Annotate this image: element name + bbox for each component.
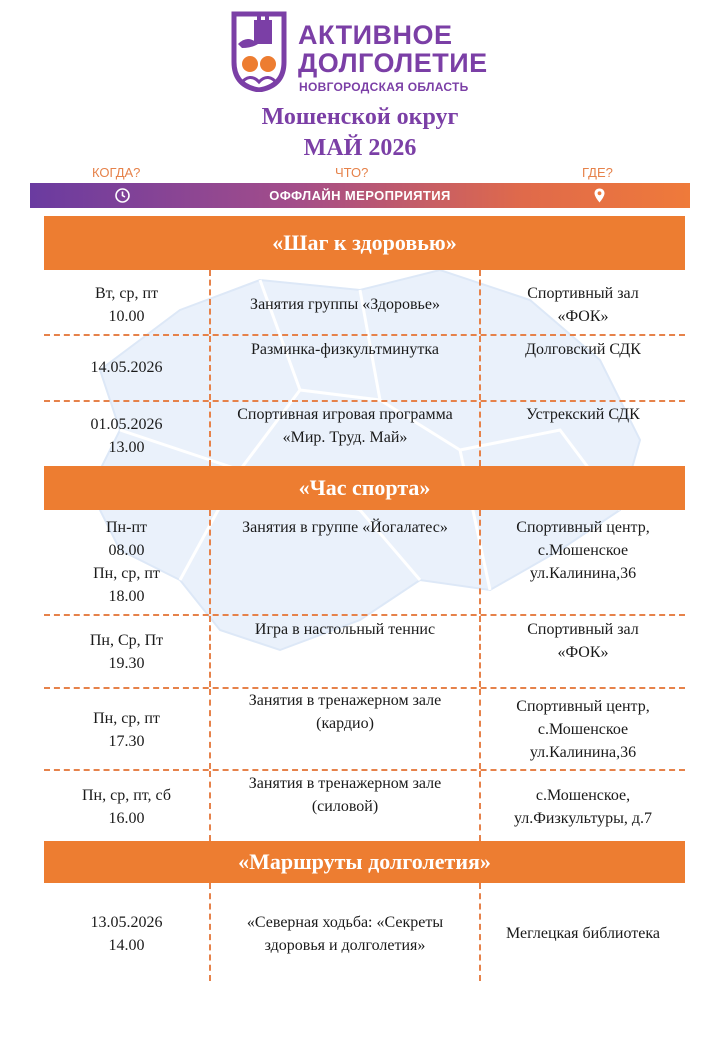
event-time: 01.05.2026 13.00 (90, 416, 163, 456)
events-table (44, 216, 685, 981)
event-name: Разминка-физкультминутка (209, 336, 481, 400)
event-place: Меглецкая библиотека (505, 925, 660, 942)
event-time: 14.05.2026 (90, 359, 163, 376)
logo-line-1: АКТИВНОЕ (298, 20, 453, 50)
logo-line-2: ДОЛГОЛЕТИЕ (298, 48, 488, 78)
event-name: Занятия группы «Здоровье» (209, 270, 481, 334)
event-place: Спортивный зал «ФОК» (527, 285, 639, 325)
event-place: Устрекский СДК (526, 406, 640, 423)
event-time: Пн, ср, пт, сб 16.00 (81, 787, 171, 827)
event-name: «Северная ходьба: «Секреты здоровья и долголетия» (209, 883, 481, 981)
location-pin-icon (591, 187, 608, 204)
event-name: Занятия в тренажерном зале (силовой) (209, 771, 481, 841)
event-place: Долговский СДК (525, 341, 641, 358)
label-when: КОГДА? (92, 165, 141, 180)
offline-events-title: ОФФЛАЙН МЕРОПРИЯТИЯ (269, 188, 451, 203)
event-place: Спортивный центр, с.Мошенское ул.Калинина,36 (516, 519, 650, 582)
table-row (44, 771, 685, 841)
logo-line-3: НОВГОРОДСКАЯ ОБЛАСТЬ (299, 80, 469, 94)
event-time: Вт, ср, пт 10.00 (94, 285, 159, 325)
section-header: «Шаг к здоровью» (44, 216, 685, 270)
event-name: Занятия в группе «Йогалатес» (209, 510, 481, 614)
table-row (44, 510, 685, 616)
event-time: 13.05.2026 14.00 (90, 914, 163, 954)
event-name: Занятия в тренажерном зале (кардио) (209, 689, 481, 769)
table-row (44, 883, 685, 981)
table-row (44, 616, 685, 689)
offline-events-bar (30, 183, 690, 208)
event-name: Игра в настольный теннис (209, 616, 481, 687)
section-header: «Час спорта» (44, 466, 685, 510)
event-place: Спортивный зал «ФОК» (527, 621, 639, 661)
event-name: Спортивная игровая программа «Мир. Труд. Май» (209, 402, 481, 466)
event-place: Спортивный центр, с.Мошенское ул.Калинина,36 (516, 698, 650, 761)
table-row (44, 270, 685, 336)
table-row (44, 402, 685, 466)
label-where: ГДЕ? (582, 165, 613, 180)
table-row (44, 689, 685, 771)
project-logo (228, 10, 498, 94)
logo-emblem-icon (228, 10, 290, 92)
event-time: Пн-пт 08.00 Пн, ср, пт 18.00 (93, 519, 160, 605)
label-what: ЧТО? (335, 165, 369, 180)
column-labels (0, 165, 720, 181)
month-title: МАЙ 2026 (303, 135, 417, 161)
table-row (44, 336, 685, 402)
district-title: Мошенской округ (261, 104, 459, 130)
section-header: «Маршруты долголетия» (44, 841, 685, 883)
event-time: Пн, Ср, Пт 19.30 (89, 632, 164, 672)
event-time: Пн, ср, пт 17.30 (93, 710, 160, 750)
event-place: с.Мошенское, ул.Физкультуры, д.7 (514, 787, 652, 827)
